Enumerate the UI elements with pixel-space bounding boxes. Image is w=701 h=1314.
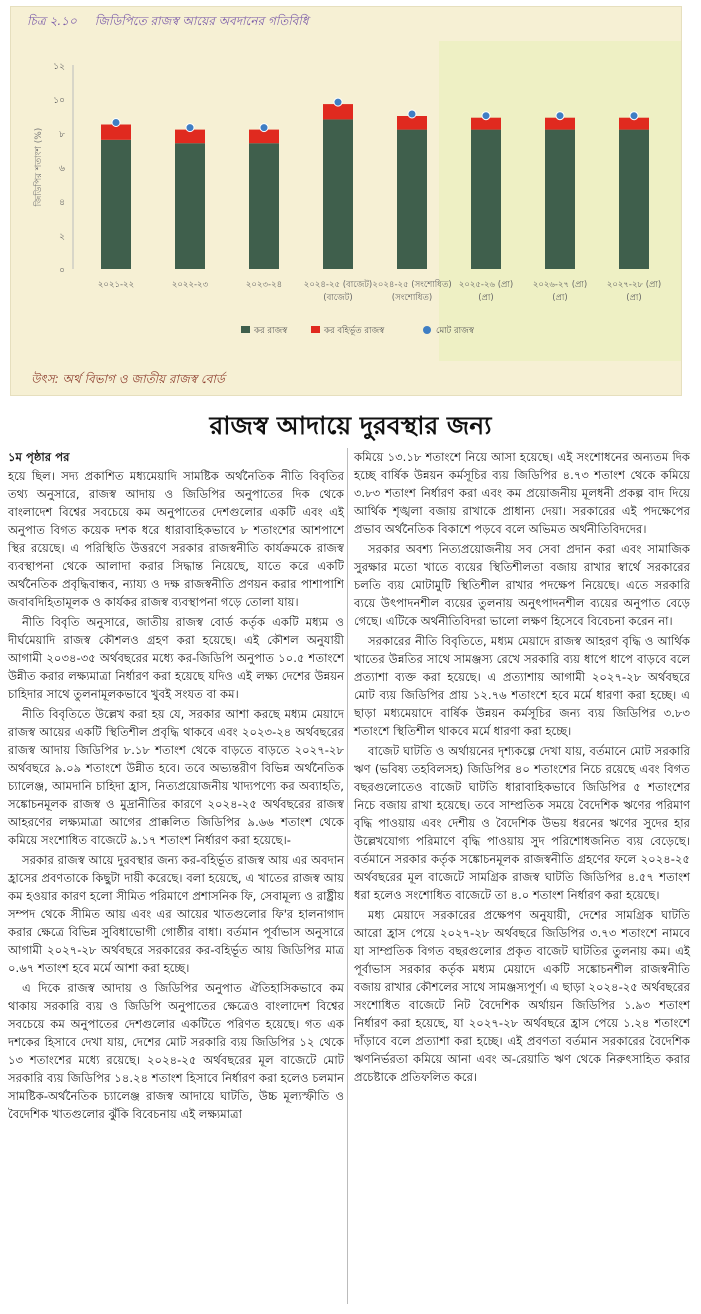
x-tick-label: ২০২৩-২৪	[245, 280, 283, 290]
point-total-revenue	[334, 98, 342, 106]
bar-tax-revenue	[397, 130, 427, 269]
bar-tax-revenue	[471, 130, 501, 269]
y-tick-label: ৮	[59, 130, 65, 140]
figure-label: চিত্র ২.১০	[27, 14, 77, 28]
y-tick-label: ১০	[53, 96, 65, 106]
x-tick-label: ২০২১-২২	[97, 280, 135, 290]
point-total-revenue	[482, 112, 490, 120]
point-total-revenue	[556, 112, 564, 120]
legend-label: কর রাজস্ব	[254, 326, 288, 336]
point-total-revenue	[112, 119, 120, 127]
article-paragraph: নীতি বিবৃতিতে উল্লেখ করা হয় যে, সরকার আশা করছে মধ্যম মেয়াদে রাজস্ব আয়ের একটি স্থিতিশীল প্রবৃদ্ধি থাকবে এবং ২০২৩-২৪ অর্থবছরের রাজস্ব আদায় জিডিপির ৮.১৮ শতাংশ থেকে বাড়তে বাড়তে ২০২৭-২৮ অর্থবছরে ৯.০৯ শতাংশে উন্নীত হবে। তবে অভ্যন্তরীণ বিভিন্ন অর্থনৈতিক চ্যালেঞ্জ, আমদানি চাহিদা হ্রাস, নিত্যপ্রয়োজনীয় খাদ্যপণ্যে কর অব্যাহতি, সঙ্কোচনমূলক রাজস্ব ও মুদ্রানীতির কারণে ২০২৪-২৫ অর্থবছরের রাজস্ব আহরণের লক্ষ্যমাত্রা আগের প্রাক্কলিত জিডিপির ৯.৬৬ শতাংশ থেকে কমিয়ে সংশোধিত বাজেটে ৯.১৭ শতাংশ নির্ধারণ করা হয়েছে।-	[8, 707, 344, 847]
article-paragraph: বাজেট ঘাটতি ও অর্থায়নের দৃশ্যকল্পে দেখা যায়, বর্তমানে মোট সরকারি ঋণ (ভবিষ্য তহবিলসহ) জিডিপির ৪০ শতাংশের নিচে রয়েছে এবং বিগত বছরগুলোতেও বাজেট ঘাটতি ধারাবাহিকভাবে জিডিপির ৫ শতাংশের নিচে বজায় রাখা হয়েছে। তবে সাম্প্রতিক সময়ে বৈদেশিক ঋণের পরিমাণ বৃদ্ধি পাওয়ায় এবং দেশীয় ও বৈদেশিক উভয় ধরনের ঋণের সুদের হার উল্লেখযোগ্য পরিমাণে বৃদ্ধি পাওয়ায় সুদ পরিশোধজনিত ব্যয় বেড়েছে। বর্তমানে সরকার কর্তৃক সঙ্কোচনমূলক রাজস্বনীতি গ্রহণের ফলে ২০২৪-২৫ অর্থবছরের মূল বাজেটে সামগ্রিক রাজস্ব ঘাটতি জিডিপির ৪.৫৭ শতাংশ ধরা হলেও সংশোধিত বাজেটে তা ৪.০ শতাংশ নির্ধারণ করা হয়েছে।	[354, 744, 690, 902]
x-tick-label-note: (সংশোধিত)	[391, 293, 433, 303]
x-tick-label-note: (প্রা)	[478, 293, 494, 303]
x-tick-label: ২০২২-২৩	[171, 280, 209, 290]
x-tick-label-note: (প্রা)	[552, 293, 568, 303]
x-tick-label: ২০২৪-২৫ (সংশোধিত)	[372, 280, 452, 290]
chart-source: উৎস: অর্থ বিভাগ ও জাতীয় রাজস্ব বোর্ড	[31, 372, 225, 386]
bar-tax-revenue	[175, 143, 205, 269]
x-tick-label-note: (প্রা)	[626, 293, 642, 303]
x-tick-label: ২০২৫-২৬ (প্রা)	[458, 280, 514, 290]
bar-tax-revenue	[323, 119, 353, 269]
article-column-left	[8, 448, 344, 1125]
article-paragraph: নীতি বিবৃতি অনুসারে, জাতীয় রাজস্ব বোর্ড কর্তৃক একটি মধ্যম ও দীর্ঘমেয়াদি রাজস্ব কৌশলও গ্রহণ করা হয়েছে। এই কৌশল অনুযায়ী আগামী ২০৩৪-৩৫ অর্থবছরের মধ্যে কর-জিডিপি অনুপাত ১০.৫ শতাংশে উন্নীত করার লক্ষ্যমাত্রা নির্ধারণ করা হয়েছে যদিও এই লক্ষ্য দেশের উন্নয়ন চাহিদার সাথে তুলনামূলকভাবে খুবই সংযত বা কম।	[8, 615, 344, 701]
legend-swatch	[241, 326, 250, 333]
revenue-gdp-chart	[11, 7, 682, 396]
figure-title: জিডিপিতে রাজস্ব আয়ের অবদানের গতিবিধি	[94, 14, 309, 28]
point-total-revenue	[260, 124, 268, 132]
article-paragraph: সরকার রাজস্ব আয়ে দুরবস্থার জন্য কর-বহির্ভূত রাজস্ব আয় এর অবদান হ্রাসের প্রবণতাকে কিছুটা দায়ী করেছে। বলা হয়েছে, এ খাতের রাজস্ব আয় কম হওয়ার কারণ হলো সীমিত পরিমাণে প্রশাসনিক ফি, সেবামূল্য ও রাষ্ট্রীয় সম্পদ থেকে সীমিত আয় এবং এর আয়ের খাতগুলোর ফি'র হালনাগাদ করার ক্ষেত্রে বিভিন্ন সুবিধাভোগী গোষ্ঠীর বাধা। বর্তমান পূর্বাভাস অনুসারে আগামী ২০২৭-২৮ অর্থবছরে সরকারের কর-বহির্ভূত আয় জিডিপির মাত্র ০.৬৭ শতাংশ হবে মর্মে আশা করা হচ্ছে।	[8, 853, 344, 975]
bar-tax-revenue	[249, 143, 279, 269]
y-tick-label: ১২	[53, 62, 65, 72]
article-column-right	[354, 448, 690, 1088]
article-paragraph: হয়ে ছিল। সদ্য প্রকাশিত মধ্যমেয়াদি সামষ্টিক অর্থনৈতিক নীতি বিবৃতির তথ্য অনুসারে, রাজস্ব আদায় ও জিডিপির অনুপাতের দিক থেকে বাংলাদেশ বিশ্বের সবচেয়ে কম অনুপাতের দেশগুলোর একটি এবং এই অনুপাত বিগত কয়েক দশক ধরে ধারাবাহিকভাবে ৮ শতাংশের আশপাশে স্থির রয়েছে। এ পরিস্থিতি উত্তরণে সরকার রাজস্বনীতি কার্যক্রমকে রাজস্ব ব্যবস্থাপনা থেকে আলাদা করার সিদ্ধান্ত নিয়েছে, যাতে করে একটি অর্থনৈতিক প্রবৃদ্ধিবান্ধব, ন্যায্য ও দক্ষ রাজস্বনীতি প্রণয়ন করার পাশাপাশি জবাবদিহিতামূলক ও কার্যকর রাজস্ব ব্যবস্থাপনা গড়ে তোলা যায়।	[8, 469, 344, 609]
bar-tax-revenue	[101, 140, 131, 269]
article-paragraph: সরকারের নীতি বিবৃতিতে, মধ্যম মেয়াদে রাজস্ব আহরণ বৃদ্ধি ও আর্থিক খাতের উন্নতির সাথে সামঞ্জস্য রেখে সরকারি ব্যয় ধাপে ধাপে বাড়বে বলে প্রত্যাশা ব্যক্ত করা হয়েছে। এ প্রত্যাশায় আগামী ২০২৭-২৮ অর্থবছরে মোট ব্যয় জিডিপির প্রায় ১২.৭৬ শতাংশে হবে মর্মে ধারণা করা হচ্ছে। এ ছাড়া মধ্যমেয়াদে বার্ষিক উন্নয়ন কর্মসূচির জন্য ব্যয় জিডিপির ৩.৮৩ শতাংশে স্থিতিশীল থাকবে মর্মে ধারণা করা হচ্ছে।	[354, 634, 690, 738]
y-tick-label: ৪	[59, 198, 65, 208]
x-tick-label: ২০২৭-২৮ (প্রা)	[606, 280, 662, 290]
legend-label: কর বহির্ভূত রাজস্ব	[324, 326, 385, 336]
chart-title	[27, 13, 308, 33]
chart-figure	[10, 6, 682, 396]
article-paragraph: মধ্য মেয়াদে সরকারের প্রক্ষেপণ অনুযায়ী, দেশের সামগ্রিক ঘাটতি আরো হ্রাস পেয়ে ২০২৭-২৮ অর্থবছরে জিডিপির ৩.৭৩ শতাংশে নামবে যা সাম্প্রতিক বিগত বছরগুলোর প্রকৃত বাজেট ঘাটতির তুলনায় কম। এই পূর্বাভাস সরকার কর্তৃক মধ্যম মেয়াদে একটি সঙ্কোচনশীল রাজস্বনীতি বজায় রাখার কৌশলের সাথে সামঞ্জস্যপূর্ণ। এ ছাড়া ২০২৪-২৫ অর্থবছরের সংশোধিত বাজেটে নিট বৈদেশিক অর্থায়ন জিডিপির ১.৯৩ শতাংশ নির্ধারণ করা হয়েছে, যা ২০২৭-২৮ অর্থবছরে হ্রাস পেয়ে ১.২৪ শতাংশে দাঁড়াবে বলে প্রত্যাশা করা হচ্ছে। এই প্রবণতা বর্তমান সরকারের বৈদেশিক ঋণনির্ভরতা কমিয়ে আনা এবং অ-রেয়াতি ঋণ থেকে নিরুৎসাহিত করার প্রচেষ্টাকে প্রতিফলিত করে।	[354, 908, 690, 1084]
point-total-revenue	[186, 124, 194, 132]
article-paragraph: কমিয়ে ১৩.১৮ শতাংশে নিয়ে আসা হয়েছে। এই সংশোধনের অন্যতম দিক হচ্ছে বার্ষিক উন্নয়ন কর্মসূচির ব্যয় জিডিপির ৪.৭৩ শতাংশ থেকে কমিয়ে ৩.৮৩ শতাংশ নির্ধারণ করা এবং কম প্রয়োজনীয় মূলধনী প্রকল্প বাদ দিয়ে আর্থিক শৃঙ্খলা বজায় রাখাকে প্রাধান্য দেয়া। সরকারের এই পদক্ষেপের প্রভাব অর্থনৈতিক বিকাশে পড়বে বলে অভিমত অর্থনীতিবিদদের।	[354, 450, 690, 536]
article-headline: রাজস্ব আদায়ে দুরবস্থার জন্য	[209, 411, 492, 440]
point-total-revenue	[408, 110, 416, 118]
x-tick-label: ২০২৬-২৭ (প্রা)	[532, 280, 588, 290]
y-axis-label: জিডিপির শতাংশ (%)	[34, 127, 44, 207]
y-tick-label: ০	[59, 266, 65, 276]
legend-swatch	[311, 326, 320, 333]
legend-label: মোট রাজস্ব	[436, 326, 474, 336]
bar-tax-revenue	[545, 130, 575, 269]
x-tick-label: ২০২৪-২৫ (বাজেট)	[303, 280, 373, 290]
article-paragraph: সরকার অবশ্য নিত্যপ্রয়োজনীয় সব সেবা প্রদান করা এবং সামাজিক সুরক্ষার মতো খাতে ব্যয়ের স্থিতিশীলতা বজায় রাখার স্বার্থে সরকারের চলতি ব্যয় মোটামুটি স্থিতিশীল রাখার পদক্ষেপ নিয়েছে। এতে সরকারি ব্যয়ে উৎপাদনশীল ব্যয়ের তুলনায় অনুৎপাদনশীল ব্যয়ের অনুপাত বেড়ে গেছে। এটিকে অর্থনীতিবিদরা ভালো লক্ষণ হিসেবে বিবেচনা করেন না।	[354, 542, 690, 628]
continued-label: ১ম পৃষ্ঠার পর	[8, 450, 70, 464]
y-tick-label: ৬	[59, 164, 65, 174]
legend-swatch	[423, 326, 431, 334]
bar-tax-revenue	[619, 130, 649, 269]
x-tick-label-note: (বাজেট)	[323, 293, 353, 303]
column-divider	[347, 448, 348, 1304]
y-tick-label: ২	[59, 232, 65, 242]
point-total-revenue	[630, 112, 638, 120]
article-paragraph: এ দিকে রাজস্ব আদায় ও জিডিপির অনুপাত ঐতিহাসিকভাবে কম থাকায় সরকারি ব্যয় ও জিডিপি অনুপাতের ক্ষেত্রেও বাংলাদেশ বিশ্বের সবচেয়ে কম অনুপাতের দেশগুলোর একটিতে পরিণত হয়েছে। গত এক দশকের হিসাবে দেখা যায়, দেশের মোট সরকারি ব্যয় জিডিপির ১২ থেকে ১৩ শতাংশের মধ্যে রয়েছে। ২০২৪-২৫ অর্থবছরের মূল বাজেটে মোট সরকারি ব্যয় জিডিপির ১৪.২৪ শতাংশ হিসাবে নির্ধারণ করা হলেও চলমান সামষ্টিক-অর্থনৈতিক চ্যালেঞ্জ রাজস্ব আদায়ে ঘাটতি, উচ্চ মূল্যস্ফীতি ও বৈদেশিক খাতগুলোর ঝুঁকি বিবেচনায় এই লক্ষ্যমাত্রা	[8, 981, 344, 1121]
